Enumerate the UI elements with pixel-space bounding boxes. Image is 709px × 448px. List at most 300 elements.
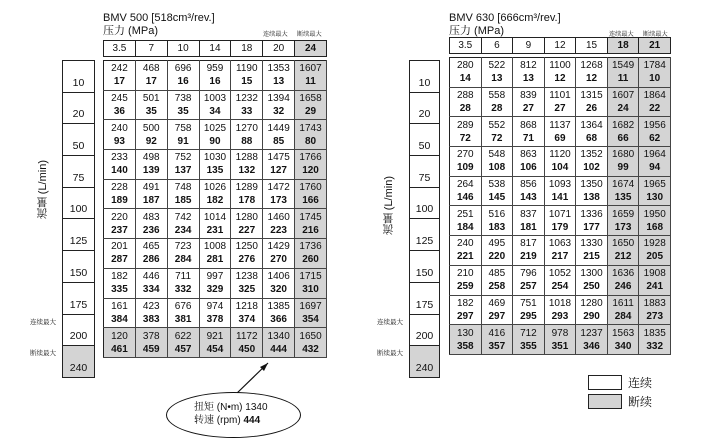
flow-cell: 150 <box>410 251 440 283</box>
speed-value: 27 <box>554 103 566 115</box>
torque-value: 1268 <box>580 60 603 72</box>
torque-value: 1928 <box>643 238 666 250</box>
speed-value: 205 <box>646 251 664 263</box>
torque-value: 280 <box>456 60 474 72</box>
torque-value: 1607 <box>299 63 322 75</box>
torque-value: 548 <box>488 149 506 161</box>
torque-value: 228 <box>111 182 128 194</box>
speed-value: 32 <box>273 106 285 118</box>
speed-value: 217 <box>551 251 569 263</box>
torque-value: 1026 <box>203 182 227 194</box>
speed-value: 33 <box>241 106 253 118</box>
speed-value: 99 <box>617 162 629 174</box>
torque-value: 1394 <box>267 93 290 105</box>
callout-speed-label: 转速 (rpm) <box>194 415 241 426</box>
speed-value: 383 <box>142 313 160 325</box>
torque-value: 1563 <box>611 327 635 339</box>
speed-value: 130 <box>646 192 664 204</box>
pressure-cell: 3.5 <box>450 38 482 54</box>
torque-value: 752 <box>174 152 192 164</box>
speed-value: 325 <box>238 284 256 296</box>
torque-value: 1460 <box>267 211 290 223</box>
torque-value: 1472 <box>267 182 290 194</box>
torque-value: 1611 <box>612 297 634 309</box>
speed-value: 236 <box>142 224 160 236</box>
torque-value: 120 <box>111 330 128 342</box>
pressure-cell: 6 <box>481 38 513 54</box>
pressure-label-bmv500: 压力 (MPa) <box>103 25 158 37</box>
flow-cell: 50 <box>63 124 95 156</box>
speed-value: 109 <box>456 162 474 174</box>
torque-value: 130 <box>456 327 474 339</box>
torque-value: 1697 <box>299 300 322 312</box>
torque-value: 1137 <box>549 119 571 131</box>
int-max-tag-bmv500: 断续最大 <box>297 31 322 38</box>
speed-value: 334 <box>142 284 160 296</box>
speed-value: 459 <box>142 343 160 355</box>
speed-value: 355 <box>520 340 537 352</box>
torque-value: 1063 <box>548 238 572 250</box>
torque-value: 1650 <box>611 238 635 250</box>
torque-value: 270 <box>456 149 474 161</box>
flow-cell: 175 <box>63 282 95 314</box>
torque-value: 289 <box>456 119 474 131</box>
speed-value: 140 <box>111 165 128 177</box>
speed-value: 384 <box>111 313 128 325</box>
speed-value: 273 <box>646 310 664 322</box>
speed-value: 183 <box>488 221 506 233</box>
flow-cell: 200 <box>63 314 95 346</box>
speed-value: 166 <box>302 195 319 207</box>
speed-value: 173 <box>270 195 287 207</box>
speed-value: 34 <box>209 106 221 118</box>
speed-value: 102 <box>583 162 600 174</box>
torque-value: 676 <box>174 300 192 312</box>
torque-value: 751 <box>520 297 537 309</box>
torque-value: 1025 <box>203 122 227 134</box>
speed-value: 357 <box>488 340 506 352</box>
torque-value: 863 <box>520 149 537 161</box>
speed-value: 286 <box>142 254 160 266</box>
torque-value: 201 <box>111 241 128 253</box>
speed-value: 16 <box>209 76 221 88</box>
speed-value: 290 <box>583 310 600 322</box>
torque-value: 251 <box>456 208 474 220</box>
speed-value: 332 <box>646 340 664 352</box>
speed-value: 246 <box>614 281 632 293</box>
torque-value: 378 <box>142 330 160 342</box>
torque-value: 491 <box>142 182 160 194</box>
torque-value: 1607 <box>611 90 635 102</box>
flow-cell: 240 <box>410 346 440 378</box>
speed-value: 257 <box>520 281 537 293</box>
torque-value: 723 <box>174 241 192 253</box>
torque-value: 1745 <box>299 211 322 223</box>
speed-value: 219 <box>520 251 537 263</box>
cont-max-tag-bmv500: 连续最大 <box>263 31 288 38</box>
torque-value: 1680 <box>611 149 635 161</box>
speed-value: 340 <box>614 340 632 352</box>
torque-value: 1120 <box>549 149 571 161</box>
speed-value: 374 <box>238 313 256 325</box>
speed-value: 13 <box>491 73 503 85</box>
speed-value: 335 <box>111 284 128 296</box>
pressure-cell: 15 <box>576 38 608 54</box>
speed-value: 168 <box>646 221 664 233</box>
torque-value: 1636 <box>611 268 635 280</box>
speed-value: 16 <box>177 76 189 88</box>
flow-cell: 10 <box>410 61 440 93</box>
speed-value: 178 <box>238 195 256 207</box>
torque-value: 468 <box>142 63 160 75</box>
speed-value: 91 <box>177 135 189 147</box>
speed-value: 189 <box>111 195 128 207</box>
torque-value: 1238 <box>235 271 258 283</box>
torque-value: 1784 <box>643 60 666 72</box>
torque-value: 1250 <box>235 241 258 253</box>
speed-value: 185 <box>174 195 192 207</box>
torque-value: 1908 <box>643 268 666 280</box>
torque-value: 1014 <box>203 211 227 223</box>
legend-swatch-continuous <box>588 375 622 390</box>
pressure-cell: 9 <box>513 38 545 54</box>
torque-value: 696 <box>174 63 192 75</box>
torque-value: 959 <box>206 63 224 75</box>
torque-value: 1549 <box>611 60 635 72</box>
speed-value: 143 <box>520 192 537 204</box>
torque-value: 974 <box>206 300 224 312</box>
torque-value: 1071 <box>548 208 572 220</box>
speed-value: 173 <box>614 221 632 233</box>
torque-value: 1008 <box>203 241 227 253</box>
torque-value: 558 <box>488 90 506 102</box>
speed-value: 332 <box>174 284 192 296</box>
speed-value: 106 <box>520 162 537 174</box>
callout-line-1 <box>194 401 268 414</box>
speed-value: 80 <box>304 135 317 147</box>
speed-value: 92 <box>145 135 157 147</box>
torque-value: 446 <box>142 271 160 283</box>
torque-value: 1218 <box>235 300 258 312</box>
speed-value: 297 <box>488 310 506 322</box>
legend-swatch-intermittent <box>588 394 622 409</box>
speed-value: 366 <box>270 313 287 325</box>
speed-value: 258 <box>488 281 506 293</box>
speed-value: 141 <box>551 192 569 204</box>
speed-value: 28 <box>491 103 503 115</box>
torque-value: 1736 <box>299 241 322 253</box>
flow-cell: 50 <box>410 124 440 156</box>
torque-value: 1715 <box>299 271 322 283</box>
torque-value: 210 <box>456 268 474 280</box>
speed-value: 66 <box>617 132 629 144</box>
speed-value: 284 <box>174 254 192 266</box>
speed-value: 146 <box>456 192 474 204</box>
torque-value: 1003 <box>203 93 227 105</box>
torque-value: 483 <box>142 211 160 223</box>
flow-cell: 100 <box>63 187 95 219</box>
flow-cell: 20 <box>63 92 95 124</box>
speed-value: 12 <box>585 73 598 85</box>
flow-cell: 125 <box>410 219 440 251</box>
torque-value: 839 <box>520 90 537 102</box>
speed-value: 182 <box>206 195 224 207</box>
speed-value: 62 <box>649 132 661 144</box>
int-max-tag-bmv630: 断续最大 <box>643 31 668 38</box>
speed-value: 177 <box>583 221 600 233</box>
speed-value: 457 <box>174 343 192 355</box>
speed-value: 184 <box>456 221 474 233</box>
flow-axis-label-left: 流量 (L/min) <box>37 160 49 220</box>
flow-cell: 75 <box>410 156 440 188</box>
speed-value: 94 <box>649 162 661 174</box>
torque-value: 1650 <box>299 330 322 342</box>
torque-value: 1030 <box>203 152 227 164</box>
torque-value: 1100 <box>549 60 571 72</box>
torque-value: 1330 <box>580 238 603 250</box>
torque-value: 1449 <box>267 122 290 134</box>
callout-torque-label: 扭矩 (N•m) <box>194 402 243 413</box>
torque-value: 837 <box>520 208 537 220</box>
torque-value: 1658 <box>299 93 322 105</box>
callout-torque-value: 1340 <box>245 402 268 413</box>
torque-value: 465 <box>142 241 160 253</box>
torque-value: 500 <box>142 122 160 134</box>
torque-value: 1406 <box>267 271 290 283</box>
flow-cell: 150 <box>63 251 95 283</box>
flow-cell: 200 <box>410 314 440 346</box>
torque-value: 1883 <box>643 297 666 309</box>
speed-value: 378 <box>206 313 224 325</box>
speed-value: 237 <box>111 224 128 236</box>
torque-value: 1315 <box>580 90 603 102</box>
speed-value: 72 <box>491 132 503 144</box>
flow-cell: 175 <box>410 282 440 314</box>
speed-value: 12 <box>554 73 566 85</box>
speed-value: 85 <box>273 135 285 147</box>
torque-value: 538 <box>488 179 506 191</box>
torque-value: 1018 <box>548 297 572 309</box>
speed-value: 68 <box>585 132 598 144</box>
flow-cell: 125 <box>63 219 95 251</box>
speed-value: 231 <box>206 224 224 236</box>
torque-value: 1682 <box>611 119 635 131</box>
pressure-cell: 14 <box>199 41 231 57</box>
torque-value: 622 <box>174 330 192 342</box>
speed-value: 88 <box>241 135 253 147</box>
torque-value: 997 <box>206 271 224 283</box>
speed-value: 234 <box>174 224 192 236</box>
speed-value: 450 <box>238 343 256 355</box>
speed-value: 90 <box>209 135 221 147</box>
torque-value: 220 <box>111 211 128 223</box>
torque-value: 264 <box>456 179 474 191</box>
torque-value: 1232 <box>235 93 258 105</box>
speed-value: 454 <box>206 343 224 355</box>
torque-value: 1385 <box>267 300 290 312</box>
speed-value: 72 <box>459 132 471 144</box>
torque-value: 712 <box>520 327 537 339</box>
flow-max-tag: 断续最大 <box>377 349 403 357</box>
torque-value: 711 <box>175 271 192 283</box>
speed-value: 135 <box>614 192 632 204</box>
speed-value: 281 <box>206 254 224 266</box>
speed-value: 293 <box>551 310 569 322</box>
speed-value: 13 <box>522 73 534 85</box>
speed-value: 287 <box>111 254 128 266</box>
speed-value: 250 <box>583 281 600 293</box>
torque-value: 1336 <box>580 208 603 220</box>
torque-value: 1352 <box>580 149 603 161</box>
speed-value: 93 <box>113 135 125 147</box>
cont-max-tag-bmv630: 连续最大 <box>609 31 634 38</box>
speed-value: 223 <box>270 224 287 236</box>
pressure-cell: 21 <box>639 38 671 54</box>
speed-value: 381 <box>174 313 192 325</box>
torque-value: 1350 <box>580 179 603 191</box>
torque-value: 856 <box>520 179 537 191</box>
flow-max-tag: 连续最大 <box>377 318 403 326</box>
flow-max-tag: 断续最大 <box>30 349 56 357</box>
speed-value: 139 <box>142 165 160 177</box>
pressure-cell: 10 <box>167 41 199 57</box>
torque-value: 1190 <box>236 63 258 75</box>
torque-value: 868 <box>520 119 537 131</box>
flow-axis-label-right: 流量 (L/min) <box>383 176 395 236</box>
torque-value: 1093 <box>548 179 572 191</box>
torque-value: 240 <box>456 238 474 250</box>
speed-value: 220 <box>488 251 506 263</box>
torque-value: 498 <box>142 152 160 164</box>
torque-value: 1101 <box>549 90 571 102</box>
speed-value: 284 <box>614 310 632 322</box>
torque-value: 978 <box>551 327 569 339</box>
speed-value: 120 <box>302 165 319 177</box>
flow-max-tag: 连续最大 <box>30 318 56 326</box>
speed-value: 11 <box>617 73 629 85</box>
speed-value: 461 <box>111 343 128 355</box>
speed-value: 108 <box>488 162 506 174</box>
torque-value: 416 <box>488 327 506 339</box>
speed-value: 145 <box>488 192 506 204</box>
torque-value: 1766 <box>299 152 322 164</box>
speed-value: 71 <box>522 132 534 144</box>
torque-value: 1760 <box>299 182 322 194</box>
speed-value: 227 <box>238 224 256 236</box>
torque-value: 1835 <box>643 327 666 339</box>
speed-value: 351 <box>551 340 569 352</box>
speed-value: 358 <box>456 340 474 352</box>
pressure-cell: 24 <box>295 41 327 57</box>
torque-value: 796 <box>520 268 537 280</box>
flow-cell: 240 <box>63 346 95 378</box>
speed-value: 29 <box>304 106 317 118</box>
flow-cell: 75 <box>63 156 95 188</box>
torque-value: 1340 <box>267 330 290 342</box>
speed-value: 310 <box>302 284 319 296</box>
torque-value: 182 <box>111 271 128 283</box>
torque-value: 1950 <box>643 208 666 220</box>
torque-value: 758 <box>174 122 192 134</box>
speed-value: 10 <box>649 73 661 85</box>
torque-value: 1956 <box>643 119 666 131</box>
torque-value: 742 <box>174 211 192 223</box>
speed-value: 329 <box>206 284 224 296</box>
torque-value: 1964 <box>643 149 666 161</box>
torque-value: 522 <box>488 60 506 72</box>
speed-value: 27 <box>522 103 534 115</box>
torque-value: 161 <box>111 300 128 312</box>
speed-value: 432 <box>302 343 319 355</box>
speed-value: 346 <box>583 340 600 352</box>
speed-value: 221 <box>456 251 474 263</box>
torque-value: 1429 <box>267 241 290 253</box>
pressure-cell: 12 <box>544 38 576 54</box>
torque-value: 516 <box>488 208 506 220</box>
speed-value: 36 <box>113 106 125 118</box>
speed-value: 241 <box>646 281 664 293</box>
speed-value: 69 <box>554 132 566 144</box>
speed-value: 212 <box>614 251 632 263</box>
torque-value: 812 <box>520 60 537 72</box>
speed-value: 24 <box>617 103 629 115</box>
speed-value: 28 <box>459 103 471 115</box>
torque-value: 1289 <box>235 182 258 194</box>
torque-value: 1364 <box>580 119 603 131</box>
speed-value: 444 <box>270 343 287 355</box>
torque-value: 1300 <box>580 268 603 280</box>
speed-value: 179 <box>551 221 569 233</box>
callout-ellipse <box>166 392 301 438</box>
speed-value: 135 <box>206 165 224 177</box>
torque-value: 242 <box>111 63 128 75</box>
pressure-label-bmv630: 压力 (MPa) <box>449 25 504 37</box>
speed-value: 138 <box>583 192 600 204</box>
torque-value: 495 <box>488 238 506 250</box>
speed-value: 215 <box>583 251 600 263</box>
pressure-cell: 7 <box>135 41 167 57</box>
torque-value: 501 <box>142 93 160 105</box>
speed-value: 320 <box>270 284 287 296</box>
torque-value: 469 <box>488 297 506 309</box>
torque-value: 738 <box>174 93 192 105</box>
speed-value: 254 <box>551 281 569 293</box>
pressure-cell: 20 <box>263 41 295 57</box>
speed-value: 17 <box>113 76 125 88</box>
torque-value: 1052 <box>548 268 572 280</box>
speed-value: 354 <box>302 313 319 325</box>
flow-cell: 10 <box>63 61 95 93</box>
speed-value: 13 <box>273 76 285 88</box>
torque-value: 1270 <box>235 122 258 134</box>
torque-value: 1743 <box>299 122 322 134</box>
speed-value: 137 <box>174 165 192 177</box>
torque-value: 288 <box>456 90 474 102</box>
speed-value: 295 <box>520 310 537 322</box>
speed-value: 15 <box>241 76 253 88</box>
speed-value: 26 <box>585 103 598 115</box>
torque-value: 552 <box>488 119 506 131</box>
legend-label-continuous: 连续 <box>628 376 653 390</box>
speed-value: 35 <box>177 106 189 118</box>
torque-value: 1965 <box>643 179 666 191</box>
pressure-cell: 3.5 <box>104 41 136 57</box>
torque-value: 1475 <box>267 152 290 164</box>
torque-value: 1353 <box>267 63 290 75</box>
speed-value: 132 <box>238 165 256 177</box>
speed-value: 270 <box>270 254 287 266</box>
torque-value: 485 <box>488 268 506 280</box>
